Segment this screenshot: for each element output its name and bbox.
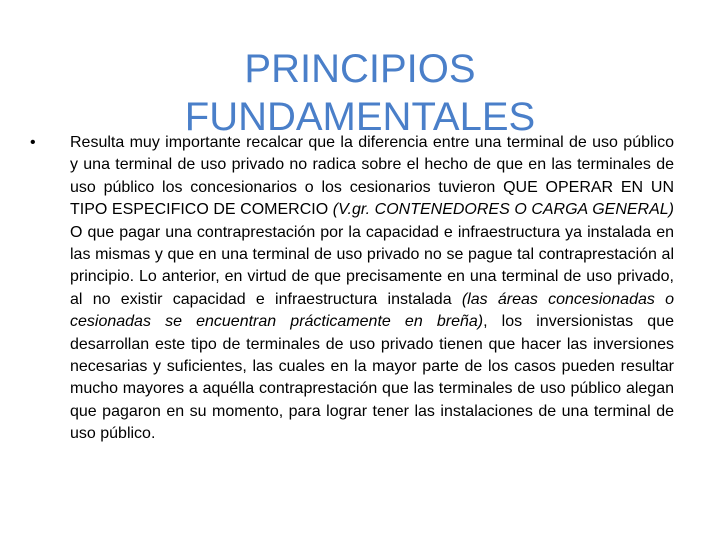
paragraph-part-3: , los inversionistas que desarrollan este tipo de terminales de uso privado tienen que hacer las inversiones necesarias y suficientes, las cuales en la mayor parte de los casos pueden resultar mucho mayores a aquélla contraprestación que las terminales de uso público alegan que pagaron en su momento, para lograr tener las instalaciones de una terminal de uso público. (70, 313, 675, 443)
bullet-paragraph (70, 132, 674, 446)
slide-title (0, 45, 720, 141)
slide-content (30, 132, 674, 446)
paragraph-part-1: Resulta muy importante recalcar que la diferencia entre una terminal de uso público y una terminal de uso privado no radica sobre el hecho de que en las terminales de uso público los concesionarios o los cesionarios tuvieron QUE OPERAR EN UN TIPO ESPECIFICO DE COMERCIO (70, 134, 674, 219)
bullet-marker: • (30, 134, 36, 151)
bullet-item (30, 132, 674, 446)
title-line-1: PRINCIPIOS (244, 46, 476, 91)
paragraph-italic-2: (las áreas concesionadas o cesionadas se encuentran prácticamente en breña) (70, 290, 674, 331)
paragraph-part-2: O que pagar una contraprestación por la capacidad e infraestructura ya instalada en las mismas y que en una terminal de uso privado no se pague tal contraprestación al principio. Lo anterior, en virtud de que precisamente en una terminal de uso privado, al no existir capacidad e infraestructura instalada (70, 223, 674, 308)
paragraph-italic-1: (V.gr. CONTENEDORES O CARGA GENERAL) (332, 201, 674, 219)
title-line-2: FUNDAMENTALES (184, 94, 536, 139)
